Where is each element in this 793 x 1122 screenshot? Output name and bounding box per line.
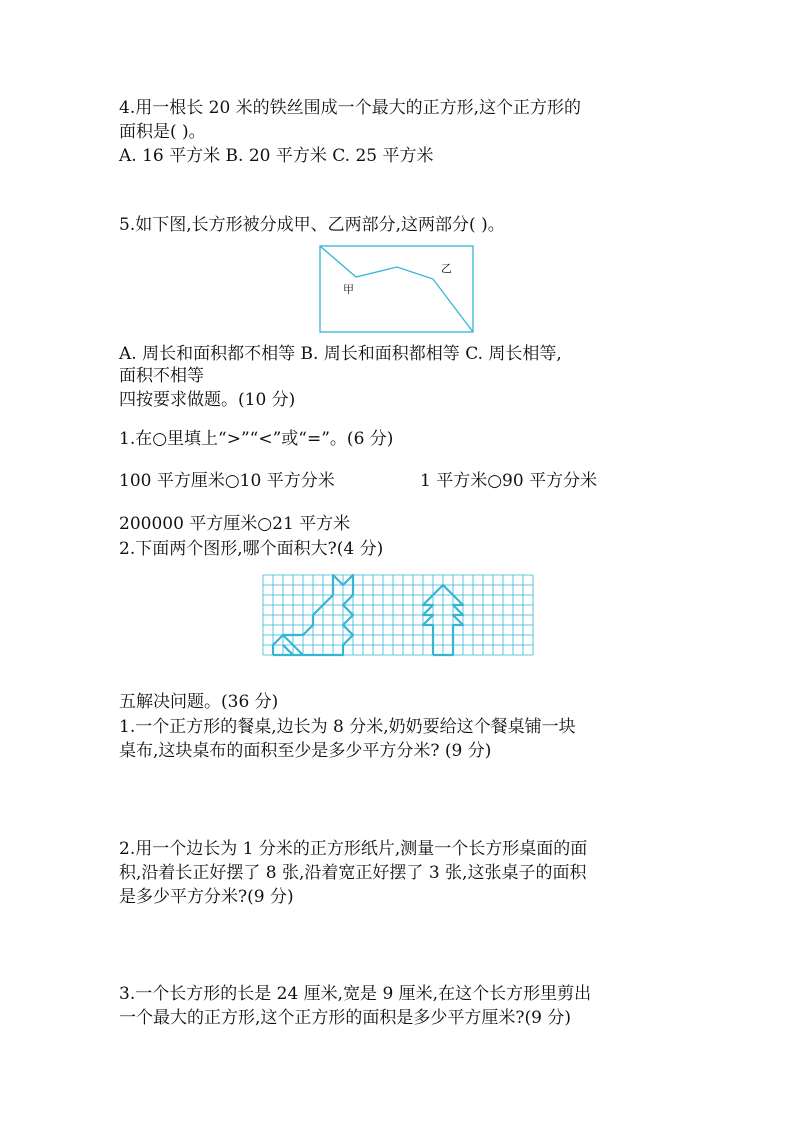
q5-options-line1: A. 周长和面积都不相等 B. 周长和面积都相等 C. 周长相等, (119, 344, 562, 364)
section5-q2-line3: 是多少平方分米?(9 分) (119, 887, 294, 907)
section4-q1-row2: 200000 平方厘米○21 平方米 (119, 514, 351, 534)
label-jia: 甲 (343, 283, 354, 296)
section5-q2-line1: 2.用一个边长为 1 分米的正方形纸片,测量一个长方形桌面的面 (119, 839, 588, 859)
grid-lines (263, 575, 533, 655)
label-yi: 乙 (441, 262, 452, 275)
q4-stem-line1: 4.用一根长 20 米的铁丝围成一个最大的正方形,这个正方形的 (119, 98, 582, 118)
section5-q1-line1: 1.一个正方形的餐桌,边长为 8 分米,奶奶要给这个餐桌铺一块 (119, 717, 576, 737)
cat-tail-line-1 (283, 645, 293, 655)
section5-q3-line2: 一个最大的正方形,这个正方形的面积是多少平方厘米?(9 分) (119, 1008, 572, 1028)
section4-q1-stem: 1.在○里填上“>”“<”或“=”。(6 分) (119, 429, 394, 449)
section4-q2-stem: 2.下面两个图形,哪个面积大?(4 分) (119, 539, 384, 559)
rectangle-split-figure (319, 245, 475, 334)
q4-options: A. 16 平方米 B. 20 平方米 C. 25 平方米 (119, 146, 434, 166)
section5-q1-line2: 桌布,这块桌布的面积至少是多少平方分米? (9 分) (119, 741, 492, 761)
q4-stem-line2: 面积是( )。 (119, 122, 206, 142)
section5-q2-line2: 积,沿着长正好摆了 8 张,沿着宽正好摆了 3 张,这张桌子的面积 (119, 863, 587, 883)
q5-options-line2: 面积不相等 (119, 366, 204, 386)
section5-title: 五解决问题。(36 分) (119, 692, 279, 712)
section4-q1-row1-a: 100 平方厘米○10 平方分米 (119, 471, 335, 491)
grid-figures (259, 571, 534, 659)
q5-stem: 5.如下图,长方形被分成甲、乙两部分,这两部分( )。 (119, 215, 505, 235)
section5-q3-line1: 3.一个长方形的长是 24 厘米,宽是 9 厘米,在这个长方形里剪出 (119, 984, 592, 1004)
section4-title: 四按要求做题。(10 分) (119, 390, 296, 410)
section4-q1-row1-b: 1 平方米○90 平方分米 (420, 471, 598, 491)
